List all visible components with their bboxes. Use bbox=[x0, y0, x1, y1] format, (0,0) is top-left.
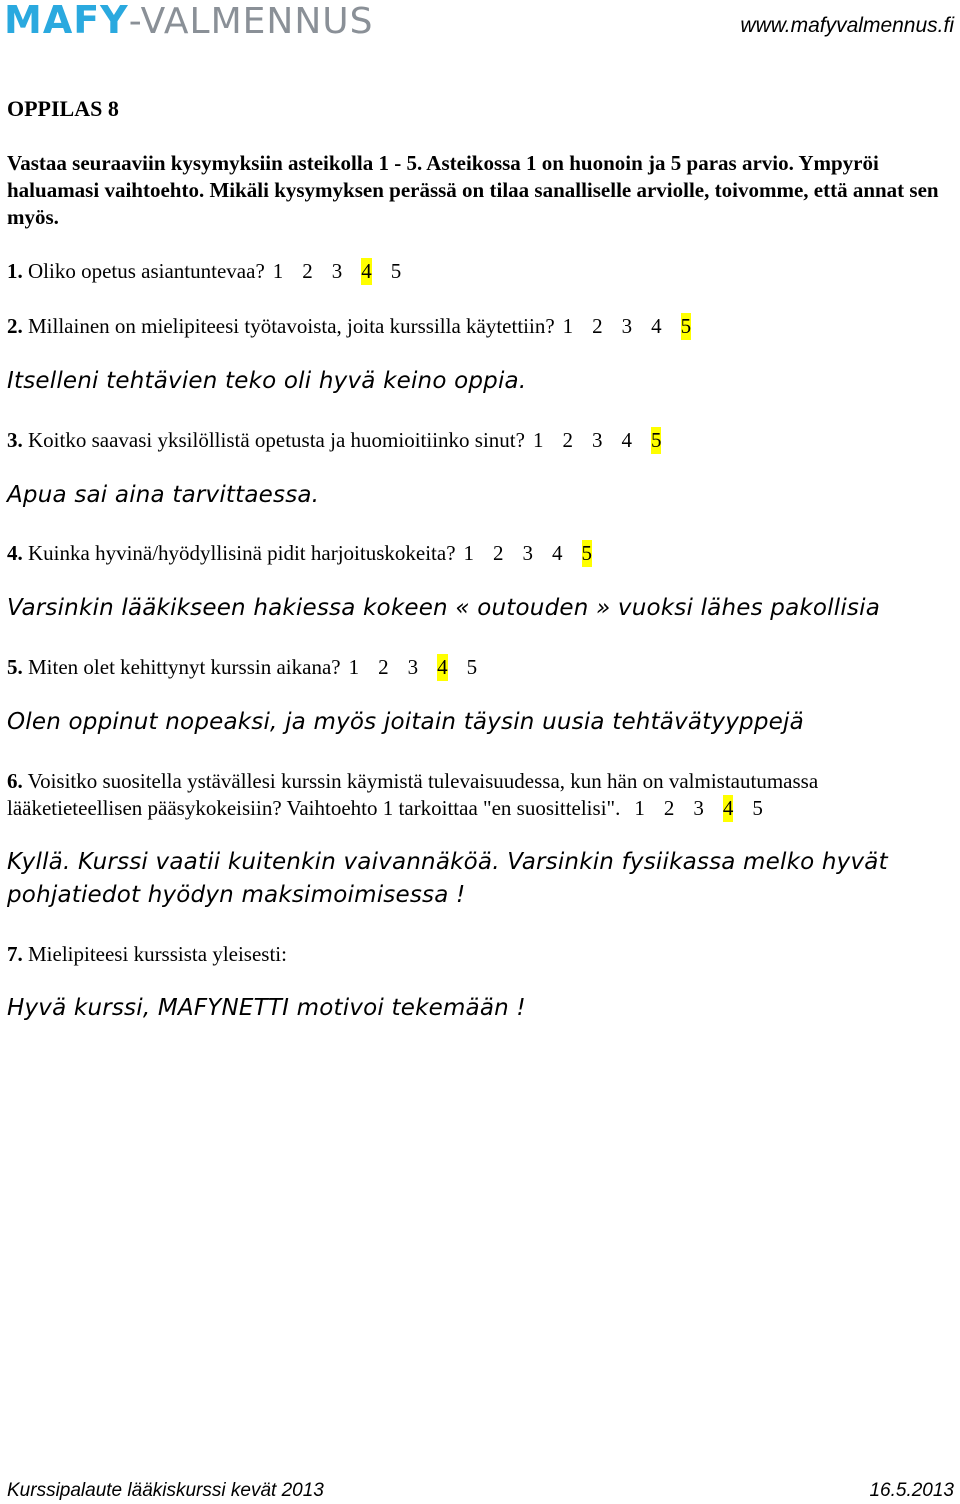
rating-option-4 bbox=[651, 313, 681, 340]
question-number: 2. bbox=[7, 314, 23, 338]
rating-option-3 bbox=[693, 795, 723, 822]
rating-value: 2 bbox=[493, 541, 504, 565]
rating-option-2 bbox=[592, 313, 622, 340]
footer-course-name: Kurssipalaute lääkiskurssi kevät 2013 bbox=[7, 1480, 324, 1501]
question-text: Mielipiteesi kurssista yleisesti: bbox=[28, 942, 287, 966]
rating-option-3 bbox=[332, 258, 362, 285]
rating-value: 3 bbox=[331, 259, 343, 283]
rating-scale bbox=[464, 540, 612, 567]
rating-option-5 bbox=[681, 313, 711, 340]
question-number: 6. bbox=[7, 769, 23, 793]
handwritten-answer-7: Hyvä kurssi, MAFYNETTI motivoi tekemään ! bbox=[7, 995, 526, 1021]
rating-value: 4 bbox=[651, 314, 662, 338]
rating-value: 5 bbox=[752, 796, 763, 820]
question-3 bbox=[7, 427, 680, 454]
rating-option-3 bbox=[622, 313, 652, 340]
rating-value: 5 bbox=[650, 428, 662, 452]
rating-value: 1 bbox=[463, 541, 475, 565]
rating-value: 3 bbox=[621, 314, 633, 338]
instructions: Vastaa seuraaviin kysymyksiin asteikolla 1 - 5. Asteikossa 1 on huonoin ja 5 paras arvio. Ympyröi haluamasi vaihtoehto. Mikäli kysymyksen perässä on tilaa sanalliselle arviolle, toivomme, että annat sen myös. bbox=[7, 151, 939, 229]
rating-option-5 bbox=[467, 654, 497, 681]
rating-option-5 bbox=[391, 258, 421, 285]
rating-value: 4 bbox=[621, 428, 632, 452]
question-1 bbox=[7, 258, 420, 285]
rating-value: 4 bbox=[552, 541, 563, 565]
rating-value: 1 bbox=[272, 259, 284, 283]
rating-value: 5 bbox=[466, 655, 478, 679]
handwritten-answer-2: Itselleni tehtävien teko oli hyvä keino oppia. bbox=[7, 368, 527, 394]
rating-option-1 bbox=[563, 313, 593, 340]
rating-option-2 bbox=[493, 540, 523, 567]
question-text: Miten olet kehittynyt kurssin aikana? bbox=[28, 655, 341, 679]
rating-value: 3 bbox=[591, 428, 603, 452]
question-number: 4. bbox=[7, 541, 23, 565]
page-header bbox=[0, 0, 960, 44]
rating-option-1 bbox=[533, 427, 563, 454]
rating-value: 4 bbox=[437, 655, 448, 679]
rating-value: 2 bbox=[562, 428, 573, 452]
question-text: Kuinka hyvinä/hyödyllisinä pidit harjoituskokeita? bbox=[28, 541, 456, 565]
website-url: www.mafyvalmennus.fi bbox=[740, 14, 954, 37]
rating-value: 3 bbox=[693, 796, 704, 820]
rating-scale bbox=[533, 427, 681, 454]
rating-value: 3 bbox=[407, 655, 419, 679]
logo-main: MAFY bbox=[4, 0, 129, 42]
rating-value: 1 bbox=[348, 655, 360, 679]
question-text: Millainen on mielipiteesi työtavoista, joita kurssilla käytettiin? bbox=[28, 314, 555, 338]
question-text: Voisitko suositella ystävällesi kurssin käymistä tulevaisuudessa, kun hän on valmistautumassa bbox=[27, 769, 819, 793]
rating-option-4 bbox=[621, 427, 651, 454]
handwritten-answer-4: Varsinkin lääkikseen hakiessa kokeen « outouden » vuoksi lähes pakollisia bbox=[7, 595, 881, 621]
question-number: 3. bbox=[7, 428, 23, 452]
rating-value: 5 bbox=[680, 314, 692, 338]
rating-value: 5 bbox=[581, 541, 593, 565]
rating-option-2 bbox=[664, 795, 694, 822]
rating-value: 5 bbox=[390, 259, 402, 283]
rating-scale bbox=[563, 313, 711, 340]
rating-option-2 bbox=[378, 654, 408, 681]
rating-option-3 bbox=[523, 540, 553, 567]
rating-option-2 bbox=[302, 258, 332, 285]
question-2 bbox=[7, 313, 710, 340]
rating-option-5 bbox=[582, 540, 612, 567]
footer-date: 16.5.2013 bbox=[869, 1480, 954, 1501]
question-6-line-1 bbox=[7, 768, 818, 795]
rating-scale bbox=[634, 795, 782, 822]
rating-option-4 bbox=[361, 258, 391, 285]
student-title: OPPILAS 8 bbox=[7, 96, 119, 121]
question-4 bbox=[7, 540, 611, 567]
rating-option-4 bbox=[552, 540, 582, 567]
rating-option-1 bbox=[273, 258, 303, 285]
question-number: 7. bbox=[7, 942, 23, 966]
rating-option-3 bbox=[408, 654, 438, 681]
rating-value: 2 bbox=[378, 655, 389, 679]
mafy-valmennus-logo bbox=[4, 0, 373, 46]
handwritten-answer-5: Olen oppinut nopeaksi, ja myös joitain täysin uusia tehtävätyyppejä bbox=[7, 709, 804, 735]
rating-value: 1 bbox=[532, 428, 544, 452]
question-text: lääketieteellisen pääsykokeisiin? Vaihtoehto 1 tarkoittaa "en suosittelisi". bbox=[7, 796, 621, 820]
rating-value: 1 bbox=[634, 796, 645, 820]
question-text: Oliko opetus asiantuntevaa? bbox=[28, 259, 265, 283]
rating-option-2 bbox=[562, 427, 592, 454]
rating-scale bbox=[273, 258, 421, 285]
rating-option-1 bbox=[634, 795, 664, 822]
rating-scale bbox=[349, 654, 497, 681]
rating-value: 4 bbox=[361, 259, 372, 283]
rating-value: 2 bbox=[592, 314, 603, 338]
rating-option-1 bbox=[349, 654, 379, 681]
logo-rest: -VALMENNUS bbox=[128, 1, 374, 42]
handwritten-answer-6: Kyllä. Kurssi vaatii kuitenkin vaivannäköä. Varsinkin fysiikassa melko hyvät pohjatiedot hyödyn maksimoimisessa ! bbox=[7, 849, 888, 908]
rating-option-3 bbox=[592, 427, 622, 454]
rating-value: 1 bbox=[562, 314, 574, 338]
rating-option-1 bbox=[464, 540, 494, 567]
question-text: Koitko saavasi yksilöllistä opetusta ja huomioitiinko sinut? bbox=[28, 428, 525, 452]
rating-option-5 bbox=[651, 427, 681, 454]
question-6-line-2 bbox=[7, 795, 782, 822]
question-number: 5. bbox=[7, 655, 23, 679]
rating-option-5 bbox=[752, 795, 782, 822]
rating-value: 2 bbox=[663, 796, 675, 820]
rating-value: 3 bbox=[522, 541, 534, 565]
question-7 bbox=[7, 941, 287, 968]
handwritten-answer-3: Apua sai aina tarvittaessa. bbox=[7, 482, 320, 508]
rating-value: 4 bbox=[722, 796, 734, 820]
rating-value: 2 bbox=[302, 259, 313, 283]
question-5 bbox=[7, 654, 496, 681]
rating-option-4 bbox=[437, 654, 467, 681]
question-number: 1. bbox=[7, 259, 23, 283]
rating-option-4 bbox=[723, 795, 753, 822]
